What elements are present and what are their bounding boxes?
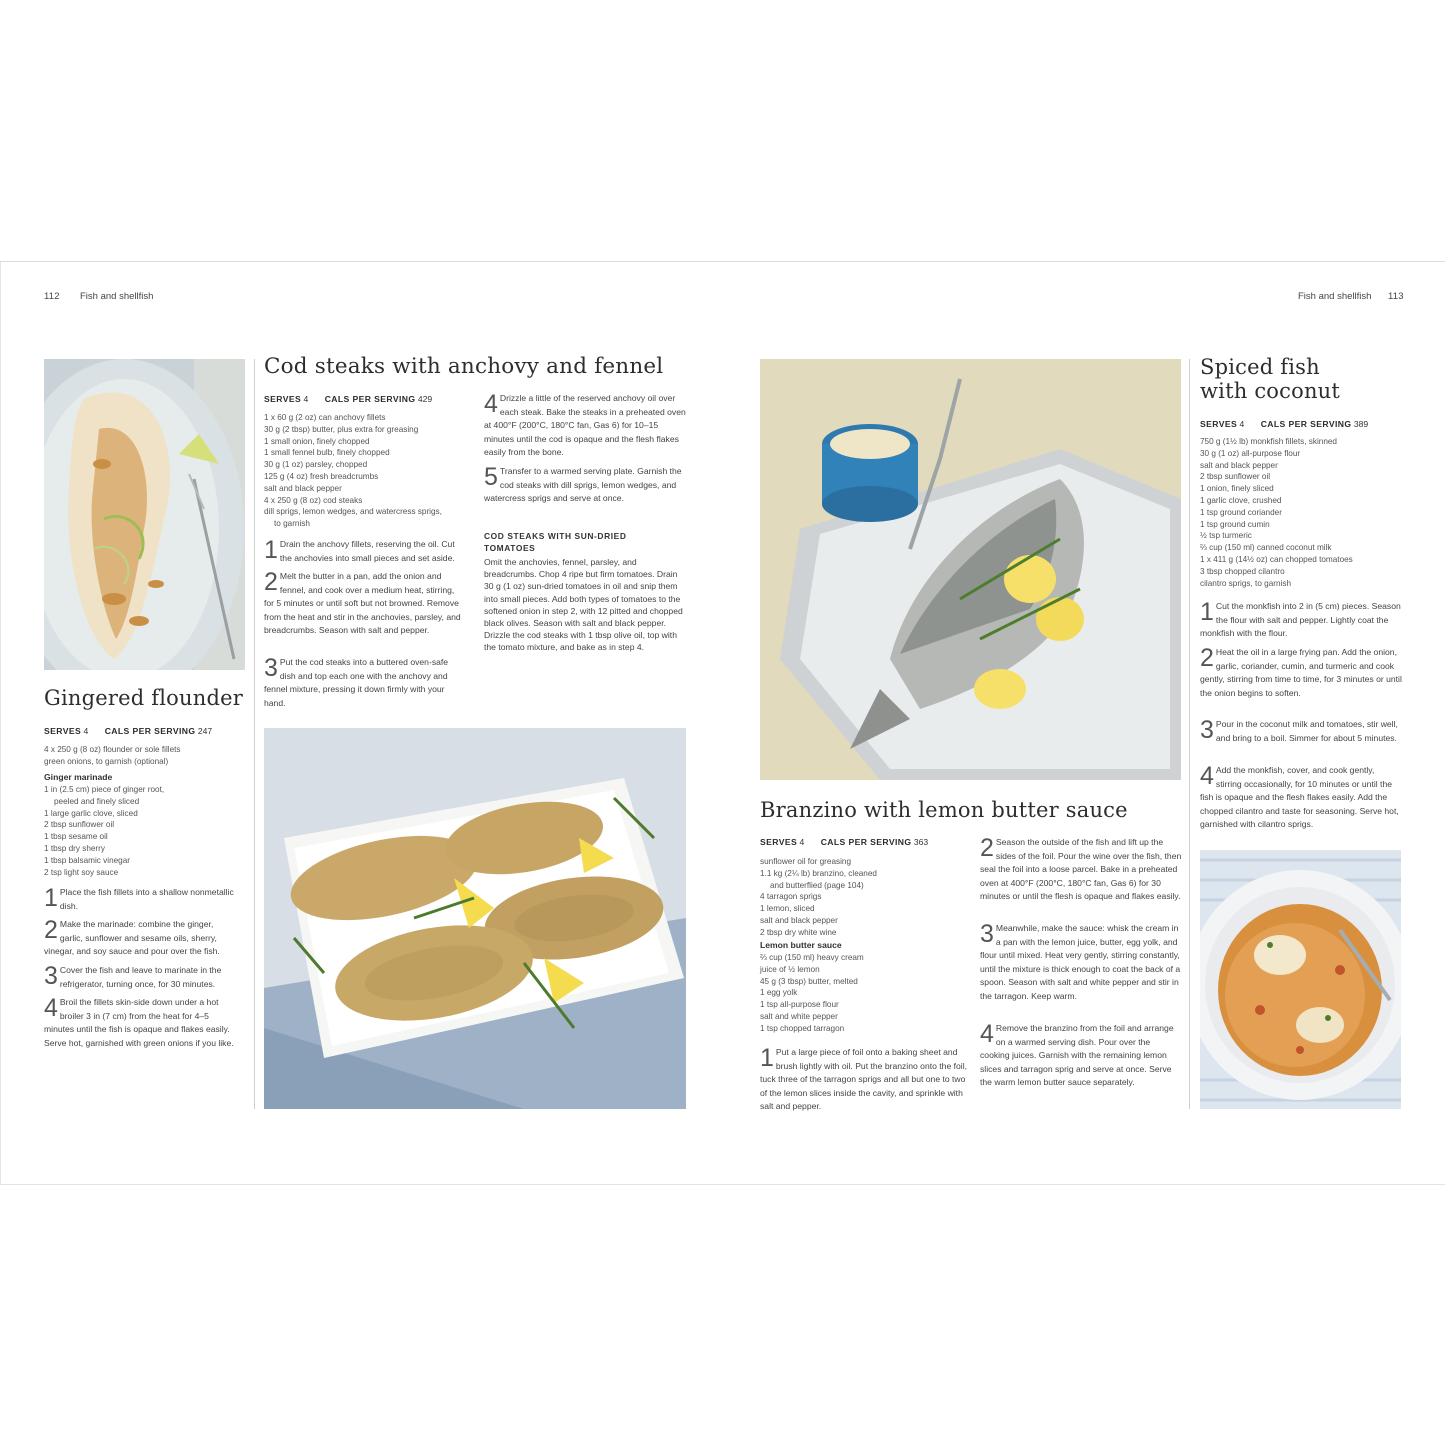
ingredient: 1 tbsp sesame oil bbox=[44, 832, 108, 842]
flounder-meta bbox=[44, 726, 212, 736]
cals-label: CALS PER SERVING bbox=[104, 726, 196, 736]
ingredient: sunflower oil for greasing bbox=[760, 857, 852, 866]
step: 2 Melt the butter in a pan, add the onion and fennel, and cook over a medium heat, stirring, for 5 minutes or until soft but not browned. Remove from the heat and stir in the anchovies, parsley, and breadcrumbs. Season with salt and pepper. bbox=[264, 568, 461, 636]
ingredient: 1 onion, finely sliced bbox=[1200, 484, 1274, 494]
ingredient: green onions, to garnish (optional) bbox=[44, 756, 169, 766]
ingredient: 2 tbsp sunflower oil bbox=[1200, 472, 1271, 482]
ingredient: 4 tarragon sprigs bbox=[760, 892, 822, 902]
sauce-ingredients bbox=[760, 952, 970, 1035]
spiced-ingredients bbox=[1200, 436, 1410, 589]
step: 2 Heat the oil in a large frying pan. Add the onion, garlic, coriander, cumin, and turmeric and cook gently, stirring from time to time, for 3 minutes or until the onion begins to soften. bbox=[1200, 644, 1402, 698]
ingredient: 1 x 60 g (2 oz) can anchovy fillets bbox=[264, 413, 386, 422]
flounder-title: Gingered flounder bbox=[44, 686, 243, 710]
right-section-title: Fish and shellfish bbox=[1298, 291, 1372, 302]
ingredient: ⅔ cup (150 ml) heavy cream bbox=[760, 953, 864, 962]
serves-label: SERVES bbox=[760, 837, 798, 847]
branzino-title: Branzino with lemon butter sauce bbox=[760, 798, 1128, 822]
step: 4 Remove the branzino from the foil and arrange on a warmed serving dish. Pour over the cooking juices. Garnish with the remaining lemon slices and tarragon sprig and serve at once. Serve the warm lemon butter sauce separately. bbox=[980, 1020, 1174, 1088]
ingredient: 1 small fennel bulb, finely chopped bbox=[264, 448, 390, 458]
left-page-number: 112 bbox=[44, 291, 60, 302]
serves-value: 4 bbox=[303, 394, 309, 404]
ingredient: 1 tsp ground coriander bbox=[1200, 507, 1282, 517]
ingredient: 1 in (2.5 cm) piece of ginger root, bbox=[44, 785, 165, 794]
variation-text: Omit the anchovies, fennel, parsley, and breadcrumbs. Chop 4 ripe but firm tomatoes. Drain 30 g (1 oz) sun-dried tomatoes in oil and snip them into small pieces. Add both types of tomatoes to the softened onion in step 2, with 12 pitted and chopped black olives. Season with salt and black pepper. Drizzle the cod steaks with 1 tbsp olive oil, top with the tomato mixture, and bake as in step 4. bbox=[484, 557, 683, 653]
step: 3 Cover the fish and leave to marinate in the refrigerator, turning once, for 30 minutes. bbox=[44, 962, 222, 990]
step: 3 Put the cod steaks into a buttered oven-safe dish and top each one with the anchovy and fennel mixture, pressing it down firmly with your hand. bbox=[264, 654, 449, 708]
ingredient: 1 tbsp balsamic vinegar bbox=[44, 855, 131, 865]
cals-label: CALS PER SERVING bbox=[1260, 419, 1352, 429]
cals-value: 363 bbox=[913, 837, 929, 847]
step: 4 Broil the fillets skin-side down under a hot broiler 3 in (7 cm) from the heat for 4–5 minutes until the fish is opaque and flakes easily. Serve hot, garnished with green onions if you like. bbox=[44, 994, 234, 1048]
ingredient: 1 tbsp dry sherry bbox=[44, 843, 105, 853]
serves-value: 4 bbox=[799, 837, 805, 847]
ingredient: 1.1 kg (2¼ lb) branzino, cleaned bbox=[760, 868, 877, 878]
step: 3 Pour in the coconut milk and tomatoes, stir well, and bring to a boil. Simmer for about 5 minutes. bbox=[1200, 716, 1398, 744]
ingredient: 4 x 250 g (8 oz) flounder or sole fillets bbox=[44, 745, 181, 754]
ingredient: 750 g (1½ lb) monkfish fillets, skinned bbox=[1200, 437, 1337, 446]
variation-title: COD STEAKS WITH SUN-DRIED TOMATOES bbox=[484, 531, 627, 553]
spiced-title: Spiced fish with coconut bbox=[1200, 355, 1341, 403]
ingredient: 1 x 411 g (14½ oz) can chopped tomatoes bbox=[1200, 554, 1353, 564]
ingredient: 4 x 250 g (8 oz) cod steaks bbox=[264, 495, 363, 505]
ingredient: salt and black pepper bbox=[760, 915, 838, 925]
spiced-fish-photo bbox=[1200, 850, 1401, 1109]
ingredient: to garnish bbox=[274, 519, 310, 529]
ingredient: juice of ½ lemon bbox=[760, 964, 820, 974]
ingredient: salt and black pepper bbox=[1200, 460, 1278, 470]
ingredient: 1 lemon, sliced bbox=[760, 904, 815, 914]
ingredient: 1 tsp chopped tarragon bbox=[760, 1023, 845, 1033]
step: 1 Place the fish fillets into a shallow nonmetallic dish. bbox=[44, 884, 234, 912]
step: 1 Drain the anchovy fillets, reserving the oil. Cut the anchovies into small pieces and set aside. bbox=[264, 536, 455, 564]
ingredient: ½ tsp turmeric bbox=[1200, 531, 1252, 541]
marinade-ingredients bbox=[44, 784, 244, 878]
serves-label: SERVES bbox=[1200, 419, 1238, 429]
cod-meta bbox=[264, 394, 432, 404]
ingredient: 30 g (1 oz) all-purpose flour bbox=[1200, 448, 1301, 458]
step: 2 Make the marinade: combine the ginger, garlic, sunflower and sesame oils, sherry, vinegar, and soy sauce and pour over the fish. bbox=[44, 916, 220, 957]
column-divider bbox=[254, 359, 255, 1109]
cals-value: 429 bbox=[417, 394, 433, 404]
ingredient: ⅔ cup (150 ml) canned coconut milk bbox=[1200, 543, 1332, 553]
step: 4 Drizzle a little of the reserved anchovy oil over each steak. Bake the steaks in a preheated oven at 400°F (200°C, 180°C fan, Gas 6) for 10–15 minutes until the cod is opaque and the flesh flakes easily from the bone. bbox=[484, 390, 686, 458]
ingredient: salt and black pepper bbox=[264, 483, 342, 493]
flounder-ingredients bbox=[44, 744, 244, 768]
cals-label: CALS PER SERVING bbox=[820, 837, 912, 847]
ingredient: 1 tsp all-purpose flour bbox=[760, 1000, 839, 1010]
ingredient: 45 g (3 tbsp) butter, melted bbox=[760, 976, 858, 986]
step: 1 Cut the monkfish into 2 in (5 cm) pieces. Season the flour with salt and pepper. Lightly coat the monkfish with the flour. bbox=[1200, 598, 1401, 639]
right-page-number: 113 bbox=[1388, 291, 1404, 302]
step: 2 Season the outside of the fish and lift up the sides of the foil. Pour the wine over the fish, then seal the foil into a loose parcel. Bake in a preheated oven at 400°F (200°C, 180°C fan, Gas 6) for 30 minutes or until the flesh is opaque and flakes easily. bbox=[980, 834, 1182, 902]
cals-label: CALS PER SERVING bbox=[324, 394, 416, 404]
ingredient: 125 g (4 oz) fresh breadcrumbs bbox=[264, 471, 379, 481]
ingredient: 30 g (2 tbsp) butter, plus extra for greasing bbox=[264, 424, 419, 434]
serves-value: 4 bbox=[1239, 419, 1245, 429]
cod-title: Cod steaks with anchovy and fennel bbox=[264, 354, 664, 379]
ingredient: 1 small onion, finely chopped bbox=[264, 436, 370, 446]
serves-label: SERVES bbox=[44, 726, 82, 736]
step: 3 Meanwhile, make the sauce: whisk the cream in a pan with the lemon juice, butter, egg yolk, and flour until mixed. Heat very gently, stirring constantly, until the mixture is thick enough to coat the back of a spoon. Season with salt and white pepper and stir in the tarragon. Keep warm. bbox=[980, 920, 1181, 1001]
ingredient: 2 tbsp dry white wine bbox=[760, 927, 837, 937]
marinade-heading: Ginger marinade bbox=[44, 772, 113, 782]
ingredient: cilantro sprigs, to garnish bbox=[1200, 578, 1292, 588]
column-divider bbox=[1189, 359, 1190, 1109]
cookbook-spread bbox=[0, 261, 1445, 1185]
sauce-heading: Lemon butter sauce bbox=[760, 940, 842, 950]
ingredient: and butterflied (page 104) bbox=[770, 880, 864, 890]
ingredient: peeled and finely sliced bbox=[54, 796, 140, 806]
ingredient: 2 tsp light soy sauce bbox=[44, 867, 119, 877]
ingredient: 1 tsp ground cumin bbox=[1200, 519, 1270, 529]
ingredient: 1 garlic clove, crushed bbox=[1200, 495, 1282, 505]
ingredient: 1 large garlic clove, sliced bbox=[44, 808, 138, 818]
ingredient: 30 g (1 oz) parsley, chopped bbox=[264, 460, 368, 470]
branzino-ingredients bbox=[760, 856, 970, 939]
cod-steaks-photo bbox=[264, 728, 686, 1109]
flounder-photo bbox=[44, 359, 245, 670]
left-section-title: Fish and shellfish bbox=[80, 291, 154, 302]
ingredient: salt and white pepper bbox=[760, 1011, 838, 1021]
branzino-meta bbox=[760, 837, 928, 847]
ingredient: 3 tbsp chopped cilantro bbox=[1200, 566, 1285, 576]
cals-value: 389 bbox=[1353, 419, 1369, 429]
branzino-photo bbox=[760, 359, 1181, 780]
ingredient: dill sprigs, lemon wedges, and watercress sprigs, bbox=[264, 507, 442, 517]
step: 1 Put a large piece of foil onto a baking sheet and brush lightly with oil. Put the branzino onto the foil, tuck three of the tarragon sprigs and all but one to two of the lemon slices inside the cavity, and sprinkle with salt and pepper. bbox=[760, 1044, 967, 1112]
ingredient: 1 egg yolk bbox=[760, 988, 798, 998]
serves-label: SERVES bbox=[264, 394, 302, 404]
cals-value: 247 bbox=[197, 726, 213, 736]
serves-value: 4 bbox=[83, 726, 89, 736]
ingredient: 2 tbsp sunflower oil bbox=[44, 820, 115, 830]
step: 4 Add the monkfish, cover, and cook gently, stirring occasionally, for 10 minutes or until the fish is opaque and the flesh flakes easily. Add the chopped cilantro and taste for seasoning. Serve hot, garnished with cilantro sprigs. bbox=[1200, 762, 1399, 830]
cod-ingredients bbox=[264, 412, 474, 530]
spiced-meta bbox=[1200, 419, 1368, 429]
step: 5 Transfer to a warmed serving plate. Garnish the cod steaks with dill sprigs, lemon wedges, and watercress sprigs and serve at once. bbox=[484, 463, 682, 504]
